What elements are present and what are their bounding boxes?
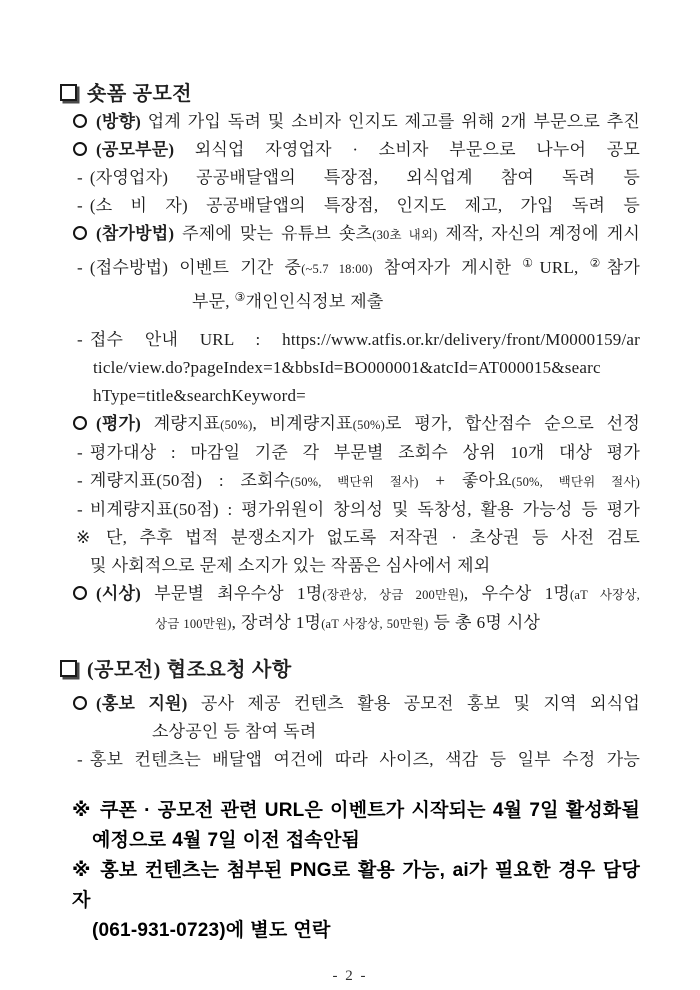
text-run: (방향) (96, 112, 141, 131)
text-run: (시상) (96, 584, 141, 603)
dash-bullet-icon: - (77, 471, 83, 490)
text-run: 참여자가 게시한 (372, 258, 523, 277)
text-run: , 장려상 1명 (231, 613, 322, 632)
text-run: 예정으로 4월 7일 이전 접속안됨 (92, 830, 361, 851)
doc-line (60, 220, 640, 249)
page-number: - 2 - (332, 968, 368, 984)
doc-line (60, 690, 640, 718)
circle-bullet-icon (73, 142, 87, 156)
text-run: hType=title&searchKeyword= (93, 386, 306, 405)
doc-line (60, 856, 640, 916)
text-run: URL, (539, 258, 590, 277)
doc-line (60, 283, 640, 316)
text-run: 부문, (192, 292, 235, 311)
circle-bullet-icon (73, 226, 87, 240)
doc-line (60, 718, 640, 746)
doc-line (60, 916, 640, 946)
circle-bullet-icon (73, 114, 87, 128)
text-run: 참가 (606, 258, 640, 277)
doc-line (60, 656, 640, 684)
text-run: 외식업 자영업자 · 소비자 부문으로 나누어 공모 (174, 140, 640, 159)
doc-line (60, 826, 640, 856)
doc-line (60, 80, 640, 108)
text-run: + 좋아요 (418, 471, 512, 490)
text-run: (50%, 백단위 절사) (290, 475, 419, 489)
text-run: (평가) (96, 414, 141, 433)
text-run: 개인인식정보 제출 (245, 292, 384, 311)
text-run: , 우수상 1명 (463, 584, 571, 603)
dash-bullet-icon: - (77, 750, 83, 769)
text-run: (공모부문) (96, 140, 175, 159)
doc-line (60, 524, 640, 552)
doc-line (60, 439, 640, 467)
square-bullet-icon (60, 84, 77, 101)
text-run: (aT 사장상, 50만원) (321, 617, 429, 631)
text-run: , 비계량지표 (252, 414, 353, 433)
text-run: 로 평가, 합산점수 순으로 선정 (385, 414, 640, 433)
doc-line (60, 326, 640, 354)
document-body (60, 80, 640, 985)
dash-bullet-icon: - (77, 443, 83, 462)
dash-bullet-icon: - (77, 196, 83, 215)
text-run: 계량지표 (140, 414, 221, 433)
text-run: 단, 추후 법적 분쟁소지가 없도록 저작권 · 초상권 등 사전 검토 (105, 528, 640, 547)
text-run: (50%) (352, 418, 386, 432)
text-run: (장관상, 상금 200만원) (322, 588, 464, 602)
text-run: 홍보 컨텐츠는 첨부된 PNG로 활용 가능, ai가 필요한 경우 담당자 (72, 860, 641, 911)
doc-line (60, 746, 640, 774)
doc-line (60, 108, 640, 136)
text-run: 쿠폰 · 공모전 관련 URL은 이벤트가 시작되는 4월 7일 활성화될 (99, 800, 640, 821)
text-run: (50%, 백단위 절사) (511, 475, 640, 489)
text-run: (홍보 지원) (96, 694, 188, 713)
text-run: (30초 내외) (372, 228, 438, 242)
doc-line (60, 609, 640, 638)
text-run: ② (589, 256, 607, 270)
text-run: ③ (234, 290, 246, 304)
text-run: 접수 안내 URL : https://www.atfis.or.kr/delivery/front/M0000159/ar (89, 330, 640, 349)
text-run: 등 총 6명 시상 (428, 613, 541, 632)
circle-bullet-icon (73, 586, 87, 600)
reference-mark-icon: ※ (72, 800, 92, 821)
square-bullet-icon (60, 660, 77, 677)
doc-line (60, 136, 640, 164)
text-run: (~5.7 18:00) (301, 262, 373, 276)
text-run: (50%) (220, 418, 253, 432)
doc-line (60, 467, 640, 496)
text-run: (aT 사장상, (570, 588, 640, 602)
dash-bullet-icon: - (77, 168, 83, 187)
text-run: ① (522, 256, 540, 270)
text-run: 주제에 맞는 유튜브 숏츠 (174, 224, 373, 243)
text-run: (자영업자) 공공배달앱의 특장점, 외식업계 참여 독려 등 (89, 168, 640, 187)
text-run: (061-931-0723)에 별도 연락 (92, 920, 331, 941)
doc-line (60, 382, 640, 410)
dash-bullet-icon: - (77, 330, 83, 349)
text-run: 제작, 자신의 계정에 게시 (437, 224, 640, 243)
text-run: 상금 100만원) (155, 617, 232, 631)
doc-line (60, 192, 640, 220)
text-run: 소상공인 등 참여 독려 (152, 722, 317, 741)
text-run: (소 비 자) 공공배달앱의 특장점, 인지도 제고, 가입 독려 등 (89, 196, 640, 215)
text-run: ticle/view.do?pageIndex=1&bbsId=BO000001&atcId=AT000015&searc (93, 358, 601, 377)
text-run: 홍보 컨텐츠는 배달앱 여건에 따라 사이즈, 색감 등 일부 수정 가능 (89, 750, 640, 769)
text-run: 계량지표(50점) : 조회수 (89, 471, 291, 490)
circle-bullet-icon (73, 416, 87, 430)
dash-bullet-icon: - (77, 258, 83, 277)
doc-line (60, 249, 640, 283)
circle-bullet-icon (73, 696, 87, 710)
doc-line (60, 796, 640, 826)
text-run: 공사 제공 컨텐츠 활용 공모전 홍보 및 지역 외식업 (187, 694, 640, 713)
dash-bullet-icon: - (77, 500, 83, 519)
doc-line (60, 496, 640, 524)
doc-line (60, 164, 640, 192)
doc-line (60, 410, 640, 439)
text-run: 업계 가입 독려 및 소비자 인지도 제고를 위해 2개 부문으로 추진 (140, 112, 640, 131)
text-run: 숏폼 공모전 (87, 83, 193, 105)
text-run: 비계량지표(50점) : 평가위원이 창의성 및 독창성, 활용 가능성 등 평가 (89, 500, 640, 519)
text-run: 및 사회적으로 문제 소지가 있는 작품은 심사에서 제외 (90, 556, 491, 575)
text-run: (공모전) 협조요청 사항 (87, 659, 292, 681)
text-run: (접수방법) 이벤트 기간 중 (89, 258, 302, 277)
doc-line (60, 552, 640, 580)
text-run: 부문별 최우수상 1명 (140, 584, 323, 603)
reference-mark-icon: ※ (76, 528, 98, 547)
text-run: 평가대상 : 마감일 기준 각 부문별 조회수 상위 10개 대상 평가 (89, 443, 640, 462)
reference-mark-icon: ※ (72, 860, 93, 881)
text-run: (참가방법) (96, 224, 175, 243)
doc-line (60, 354, 640, 382)
doc-line (60, 580, 640, 609)
